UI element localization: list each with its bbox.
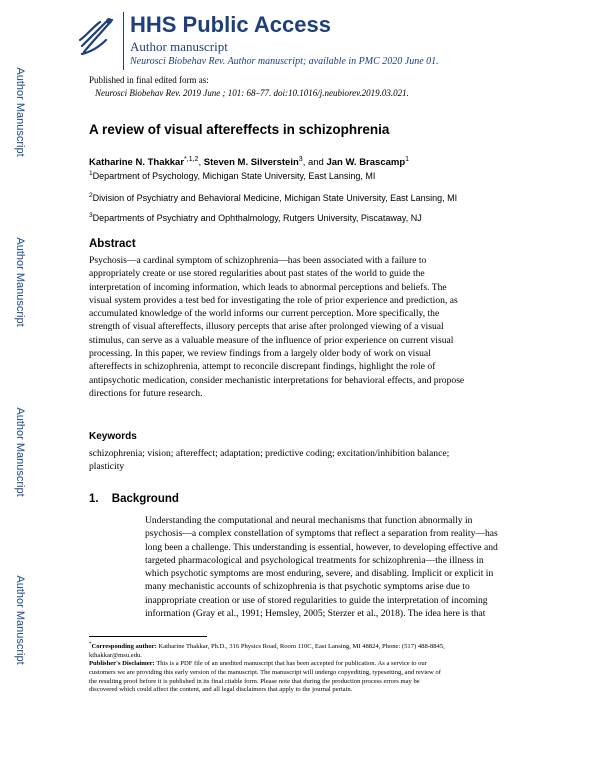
side-label-3: Author Manuscript (14, 407, 26, 497)
affiliation-2 (89, 192, 457, 203)
author-manuscript-label: Author manuscript (130, 39, 228, 54)
side-label-4: Author Manuscript (14, 575, 26, 665)
body-line: many mechanistic accounts of schizophrenia is that psychotic symptoms arise due to (145, 581, 470, 593)
disclaimer-label: Publisher's Disclaimer: (89, 660, 155, 668)
publisher-disclaimer (89, 660, 529, 669)
body-line: Understanding the computational and neural mechanisms that function abnormally in (145, 515, 473, 526)
body-line: information (Gray et al., 1991; Hemsley, 2005; Sterzer et al., 2018). The idea here is that (145, 608, 486, 620)
body-line: which psychotic symptoms are most enduring, severe, and disabling. Implicit or explicit in (145, 568, 494, 580)
author-name: Steven M. Silverstein (203, 157, 299, 169)
footnotes (89, 641, 529, 695)
citation-line: Neurosci Biobehav Rev. 2019 June ; 101: 68–77. doi:10.1016/j.neubiorev.2019.03.021. (95, 88, 409, 98)
affiliation-3 (89, 212, 422, 223)
abstract-line: directions for future research. (89, 387, 203, 399)
author-line (89, 156, 409, 168)
abstract-line: stimulus, can serve as a valuable measure of the influence of prior experience on current visual (89, 334, 454, 346)
keywords-line: schizophrenia; vision; aftereffect; adaptation; predictive coding; excitation/inhibition balance; (89, 448, 450, 459)
abstract-line: appropriately create or use stored regularities about past states of the world to guide the (89, 268, 425, 280)
hhs-title: HHS Public Access (130, 12, 331, 37)
body-line: targeted pharmacological and psychological treatments for schizophrenia—the illness in (145, 554, 484, 566)
keywords-heading: Keywords (89, 431, 137, 442)
disclaimer-line: discovered which could affect the content, and all legal disclaimers that apply to the journal pertain. (89, 686, 353, 694)
corresponding-text: Katharine Thakkar, Ph.D., 316 Physics Road, Room 110C, East Lansing, MI 48824, Phone: (517) 488-8845, (156, 643, 445, 651)
article-title: A review of visual aftereffects in schizophrenia (89, 122, 390, 137)
author-sup: *,1,2 (184, 156, 199, 163)
affiliation-sup: 1 (89, 170, 93, 177)
body-line: long been a challenge. This understanding is essential, however, to developing effective and (145, 541, 498, 553)
disclaimer-line: the resulting proof before it is published in its final citable form. Please note that during the production process errors may be (89, 677, 420, 685)
affiliation-text: Division of Psychiatry and Behavioral Medicine, Michigan State University, East Lansing, MI (92, 193, 458, 203)
abstract-line: aftereffects in schizophrenia, attempt to reconcile discrepant findings, highlight the role of (89, 361, 436, 373)
keywords-body (89, 447, 529, 474)
section-heading (89, 493, 179, 505)
header-divider (123, 12, 124, 70)
body-line: psychosis—a complex constellation of symptoms that reflect a separation from reality—has (145, 528, 498, 540)
side-label-2: Author Manuscript (14, 237, 26, 327)
journal-availability-text: Neurosci Biobehav Rev. Author manuscript; available in PMC 2020 June 01. (130, 56, 439, 67)
disclaimer-line: customers we are providing this early version of the manuscript. The manuscript will undergo copyediting, typesetting, and review of (89, 668, 441, 676)
affiliation-sup: 2 (89, 192, 93, 199)
author-separator: , and (302, 157, 327, 169)
abstract-line: accumulated knowledge of the world informs our current perception. More specifically, the (89, 308, 440, 320)
published-label: Published in final edited form as: (89, 75, 209, 85)
footnote-divider (89, 636, 207, 637)
corresponding-email: kthakkar@msu.edu. (89, 651, 142, 659)
affiliation-1 (89, 170, 375, 181)
section-number: 1. (89, 493, 99, 505)
abstract-line: interpretation of incoming information, which leads to abnormal perceptions and beliefs. The (89, 281, 447, 293)
corresponding-label: Corresponding author: (91, 643, 157, 651)
section-title: Background (111, 493, 179, 505)
abstract-line: Psychosis—a cardinal symptom of schizophrenia—has been associated with a failure to (89, 255, 427, 266)
side-label-1: Author Manuscript (14, 67, 26, 157)
abstract-line: strength of visual aftereffects, illusory percepts that arise after prolonged viewing of a visual (89, 321, 444, 333)
footnote-mark: * (89, 642, 92, 647)
author-sup: 1 (405, 156, 410, 163)
affiliation-text: Departments of Psychiatry and Ophthalmology, Rutgers University, Piscataway, NJ (92, 213, 422, 223)
abstract-body (89, 254, 529, 400)
author-name: Katharine N. Thakkar (89, 157, 185, 169)
corresponding-author-note (89, 641, 529, 652)
affiliation-text: Department of Psychology, Michigan State University, East Lansing, MI (92, 171, 376, 181)
body-line: inappropriate creation or use of stored regularities to guide the interpretation of incoming (145, 594, 488, 606)
author-separator: , (198, 157, 204, 169)
author-name: Jan W. Brascamp (326, 157, 406, 169)
disclaimer-line: This is a PDF file of an unedited manuscript that has been accepted for publication. As a service to our (154, 660, 427, 668)
hhs-eagle-logo-icon (76, 12, 116, 58)
affiliation-sup: 3 (89, 212, 93, 219)
author-sup: 3 (298, 156, 303, 163)
abstract-line: processing. In this paper, we review findings from a largely older body of work on visual (89, 348, 431, 360)
section-body (145, 514, 535, 620)
abstract-line: antipsychotic medication, consider mechanistic interpretations for behavioral effects, and propose (89, 374, 465, 386)
abstract-heading: Abstract (89, 238, 136, 250)
abstract-line: visual system provides a test bed for investigating the role of prior experience and prediction, as (89, 294, 458, 306)
journal-availability-line (130, 56, 439, 67)
keywords-line: plasticity (89, 461, 125, 473)
